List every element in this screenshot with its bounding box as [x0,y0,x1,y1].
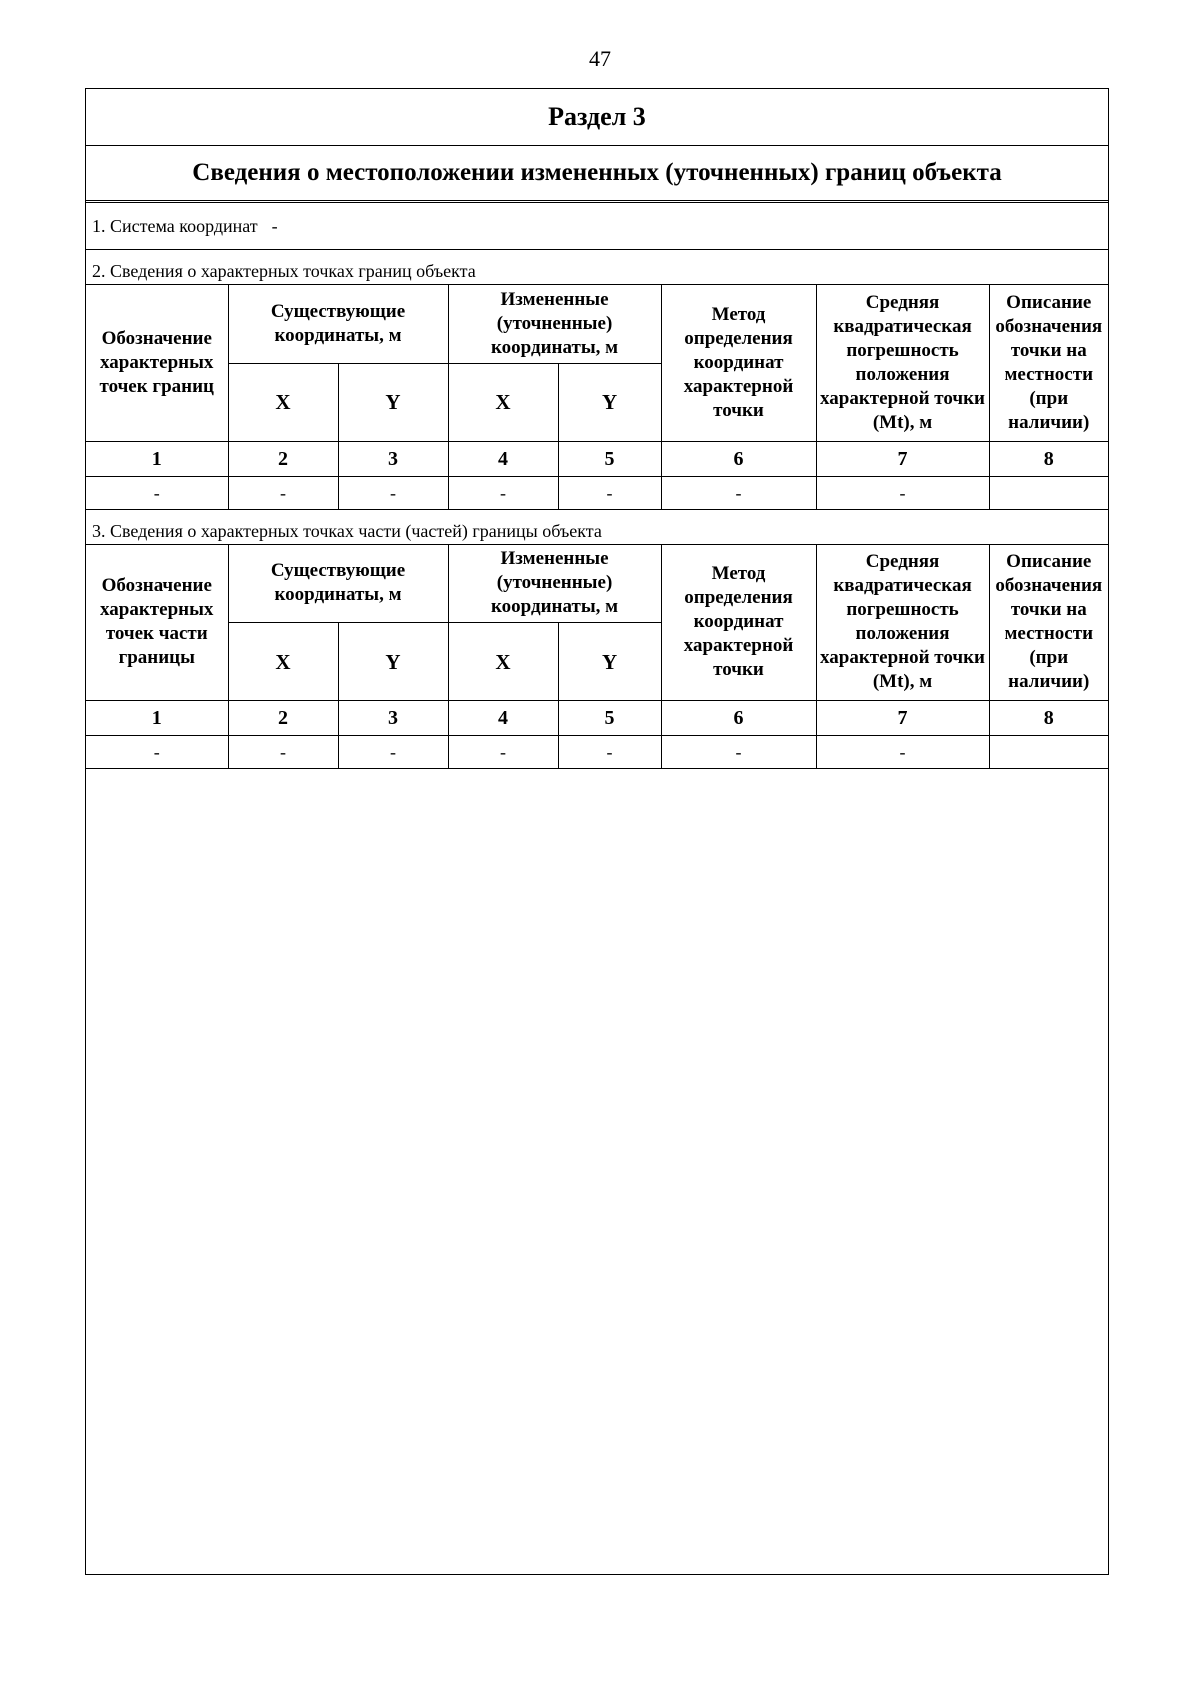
section-subtitle: Сведения о местоположении измененных (уточненных) границ объекта [86,146,1108,203]
column-numbers-row [86,701,1108,736]
column-number: 2 [228,441,338,476]
column-number: 7 [816,441,989,476]
table-row [86,476,1108,509]
header-designation: Обозначение характерных точек части границы [86,545,228,701]
column-number: 6 [661,701,816,736]
header-x: X [448,623,558,701]
column-number: 8 [989,441,1108,476]
column-number: 3 [338,441,448,476]
table-cell: - [661,736,816,769]
column-number: 4 [448,701,558,736]
header-y: Y [558,623,661,701]
table-cell: - [228,476,338,509]
table-cell: - [816,476,989,509]
section-frame [85,88,1109,1575]
table-cell: - [338,476,448,509]
table-cell: - [338,736,448,769]
header-x: X [228,363,338,441]
table-cell: - [558,736,661,769]
table-cell: - [86,476,228,509]
coordinate-system-label: 1. Система координат [92,215,258,236]
table2-caption: 3. Сведения о характерных точках части (частей) границы объекта [86,510,1108,545]
header-changed-coords: Измененные (уточненные) координаты, м [448,285,661,363]
boundary-points-table [86,285,1108,510]
coordinate-system-row [86,203,1108,250]
header-designation: Обозначение характерных точек границ [86,285,228,441]
column-number: 8 [989,701,1108,736]
column-number: 1 [86,441,228,476]
column-number: 5 [558,441,661,476]
header-method: Метод определения координат характерной точки [661,545,816,701]
table-cell [989,736,1108,769]
header-changed-coords: Измененные (уточненные) координаты, м [448,545,661,623]
header-y: Y [558,363,661,441]
table-cell: - [448,476,558,509]
table-cell: - [86,736,228,769]
header-existing-coords: Существующие координаты, м [228,545,448,623]
header-existing-coords: Существующие координаты, м [228,285,448,363]
table-row [86,736,1108,769]
column-number: 1 [86,701,228,736]
coordinate-system-value: - [271,215,278,236]
column-number: 2 [228,701,338,736]
header-x: X [228,623,338,701]
header-description: Описание обозначения точки на местности (при наличии) [989,285,1108,441]
header-method: Метод определения координат характерной точки [661,285,816,441]
header-error: Средняя квадратическая погрешность положения характерной точки (Mt), м [816,285,989,441]
header-description: Описание обозначения точки на местности (при наличии) [989,545,1108,701]
header-y: Y [338,363,448,441]
column-number: 7 [816,701,989,736]
table-cell [989,476,1108,509]
table-cell: - [816,736,989,769]
header-y: Y [338,623,448,701]
header-error: Средняя квадратическая погрешность положения характерной точки (Mt), м [816,545,989,701]
section-title: Раздел 3 [86,89,1108,146]
header-x: X [448,363,558,441]
column-numbers-row [86,441,1108,476]
table-cell: - [448,736,558,769]
column-number: 5 [558,701,661,736]
column-number: 4 [448,441,558,476]
table-cell: - [228,736,338,769]
page-number: 47 [589,46,611,71]
boundary-part-points-table [86,545,1108,770]
column-number: 3 [338,701,448,736]
table-cell: - [558,476,661,509]
table-cell: - [661,476,816,509]
table1-caption: 2. Сведения о характерных точках границ объекта [86,250,1108,285]
column-number: 6 [661,441,816,476]
